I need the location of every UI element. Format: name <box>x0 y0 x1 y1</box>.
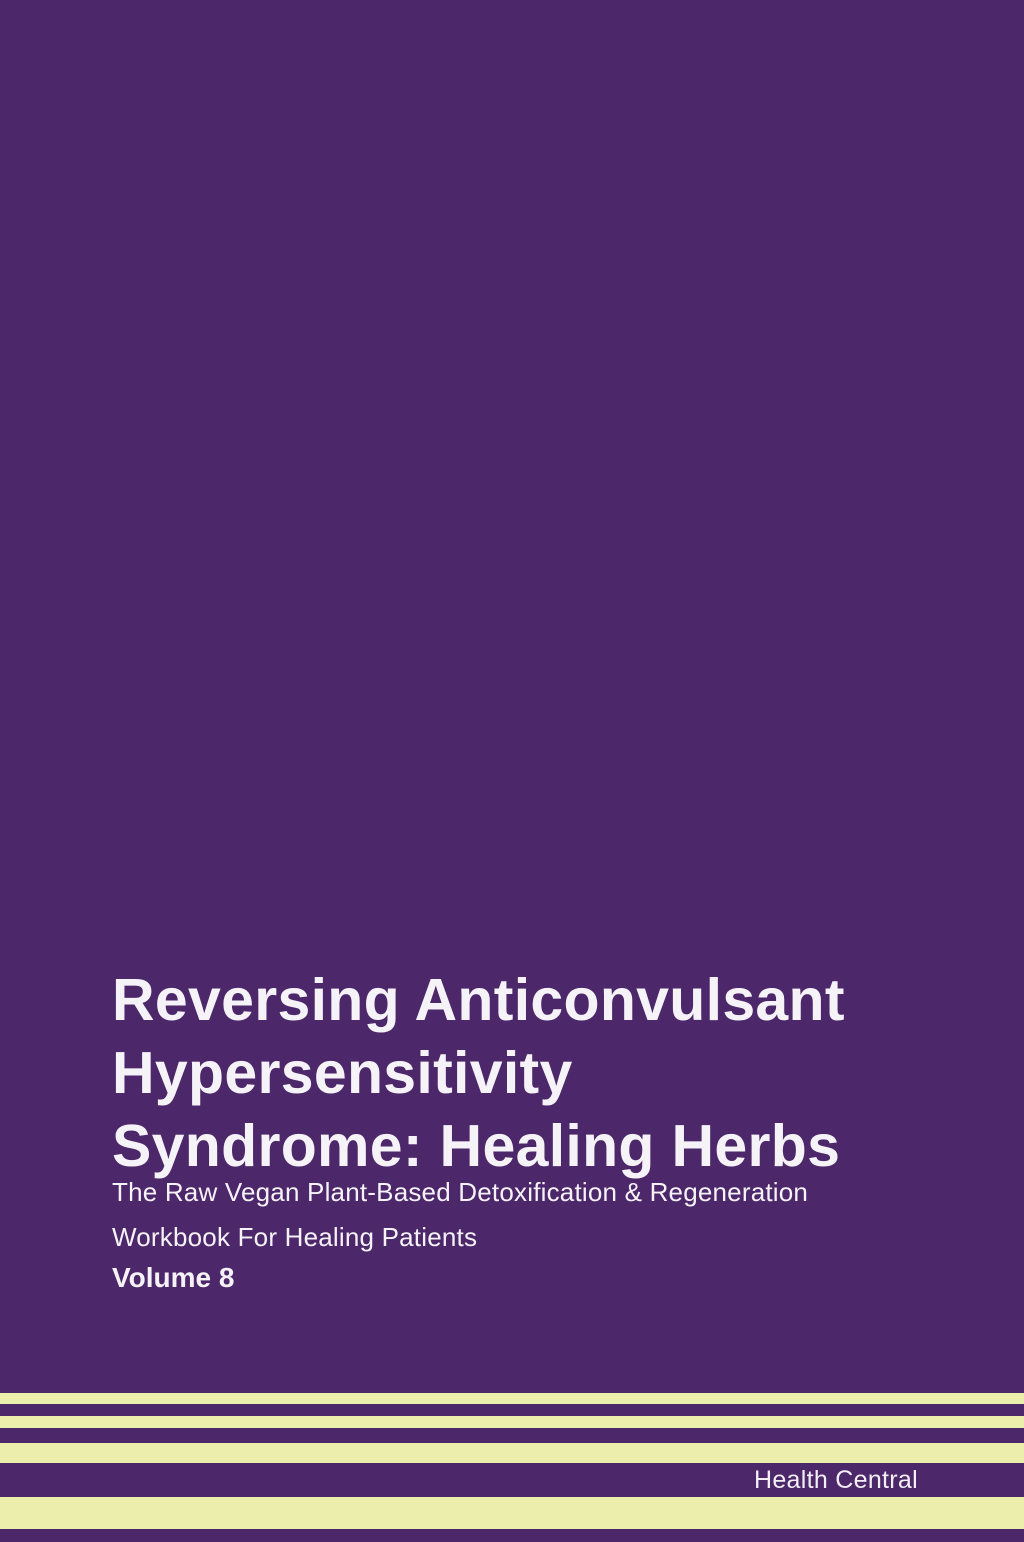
book-title <box>112 964 984 1183</box>
stripe-thin-middle <box>0 1416 1024 1428</box>
publisher-band <box>0 1463 1024 1497</box>
stripe-wide-bottom <box>0 1497 1024 1529</box>
publisher-name: Health Central <box>753 1465 918 1494</box>
stripe-medium <box>0 1443 1024 1463</box>
footer-edge <box>0 1529 1024 1542</box>
subtitle-line-2: Workbook For Healing Patients <box>112 1222 478 1252</box>
title-line-3: Syndrome: Healing Herbs <box>112 1113 841 1179</box>
title-line-1: Reversing Anticonvulsant <box>112 967 845 1033</box>
subtitle-line-1: The Raw Vegan Plant-Based Detoxification & Regeneration <box>112 1177 809 1207</box>
volume-label: Volume 8 <box>112 1262 235 1293</box>
title-block <box>112 964 984 1183</box>
stripe-thin-top <box>0 1393 1024 1404</box>
book-subtitle <box>112 1170 984 1260</box>
title-line-2: Hypersensitivity <box>112 1040 573 1106</box>
